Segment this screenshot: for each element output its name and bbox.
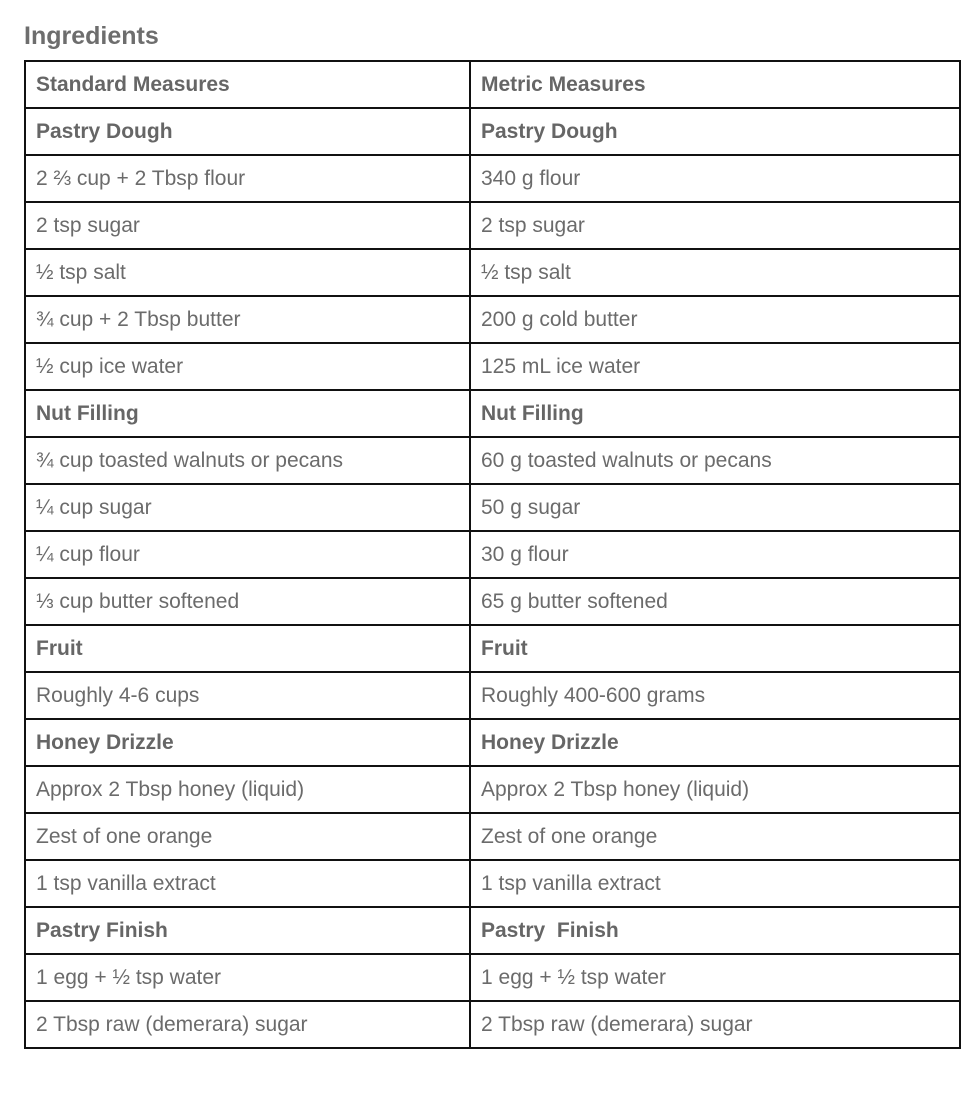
table-row (25, 672, 960, 719)
table-row (25, 484, 960, 531)
standard-cell: ¾ cup toasted walnuts or pecans (25, 437, 470, 484)
standard-cell: ¼ cup sugar (25, 484, 470, 531)
standard-cell: ¼ cup flour (25, 531, 470, 578)
section-standard: Honey Drizzle (25, 719, 470, 766)
section-row-pastry-finish (25, 907, 960, 954)
table-row (25, 813, 960, 860)
standard-cell: Roughly 4-6 cups (25, 672, 470, 719)
standard-cell: ⅓ cup butter softened (25, 578, 470, 625)
metric-cell: 340 g flour (470, 155, 960, 202)
table-row (25, 249, 960, 296)
section-standard: Pastry Finish (25, 907, 470, 954)
metric-cell: Approx 2 Tbsp honey (liquid) (470, 766, 960, 813)
metric-cell: 65 g butter softened (470, 578, 960, 625)
section-row-fruit (25, 625, 960, 672)
section-metric: Honey Drizzle (470, 719, 960, 766)
table-row (25, 437, 960, 484)
metric-cell: 30 g flour (470, 531, 960, 578)
metric-cell: 125 mL ice water (470, 343, 960, 390)
metric-cell: 1 egg + ½ tsp water (470, 954, 960, 1001)
standard-cell: Zest of one orange (25, 813, 470, 860)
section-row-pastry-dough (25, 108, 960, 155)
table-row (25, 296, 960, 343)
standard-cell: 1 egg + ½ tsp water (25, 954, 470, 1001)
header-standard: Standard Measures (25, 61, 470, 108)
standard-cell: ½ cup ice water (25, 343, 470, 390)
section-metric: Pastry Dough (470, 108, 960, 155)
table-row (25, 954, 960, 1001)
metric-cell: 1 tsp vanilla extract (470, 860, 960, 907)
table-row (25, 860, 960, 907)
metric-cell: ½ tsp salt (470, 249, 960, 296)
standard-cell: 2 ⅔ cup + 2 Tbsp flour (25, 155, 470, 202)
ingredients-table (24, 60, 961, 1049)
standard-cell: ¾ cup + 2 Tbsp butter (25, 296, 470, 343)
standard-cell: ½ tsp salt (25, 249, 470, 296)
table-header-row (25, 61, 960, 108)
section-standard: Fruit (25, 625, 470, 672)
table-row (25, 1001, 960, 1048)
metric-cell: 2 tsp sugar (470, 202, 960, 249)
page-title: Ingredients (24, 22, 159, 50)
table-row (25, 155, 960, 202)
metric-cell: Zest of one orange (470, 813, 960, 860)
section-row-nut-filling (25, 390, 960, 437)
standard-cell: 2 tsp sugar (25, 202, 470, 249)
standard-cell: 2 Tbsp raw (demerara) sugar (25, 1001, 470, 1048)
section-standard: Nut Filling (25, 390, 470, 437)
table-row (25, 531, 960, 578)
metric-cell: 60 g toasted walnuts or pecans (470, 437, 960, 484)
table-row (25, 343, 960, 390)
section-metric: Fruit (470, 625, 960, 672)
standard-cell: 1 tsp vanilla extract (25, 860, 470, 907)
standard-cell: Approx 2 Tbsp honey (liquid) (25, 766, 470, 813)
section-metric: Pastry Finish (470, 907, 960, 954)
metric-cell: 2 Tbsp raw (demerara) sugar (470, 1001, 960, 1048)
section-standard: Pastry Dough (25, 108, 470, 155)
table-row (25, 766, 960, 813)
table-row (25, 578, 960, 625)
table-row (25, 202, 960, 249)
header-metric: Metric Measures (470, 61, 960, 108)
section-row-honey-drizzle (25, 719, 960, 766)
metric-cell: 200 g cold butter (470, 296, 960, 343)
ingredients-table-body (25, 61, 960, 1048)
section-metric: Nut Filling (470, 390, 960, 437)
metric-cell: 50 g sugar (470, 484, 960, 531)
metric-cell: Roughly 400-600 grams (470, 672, 960, 719)
